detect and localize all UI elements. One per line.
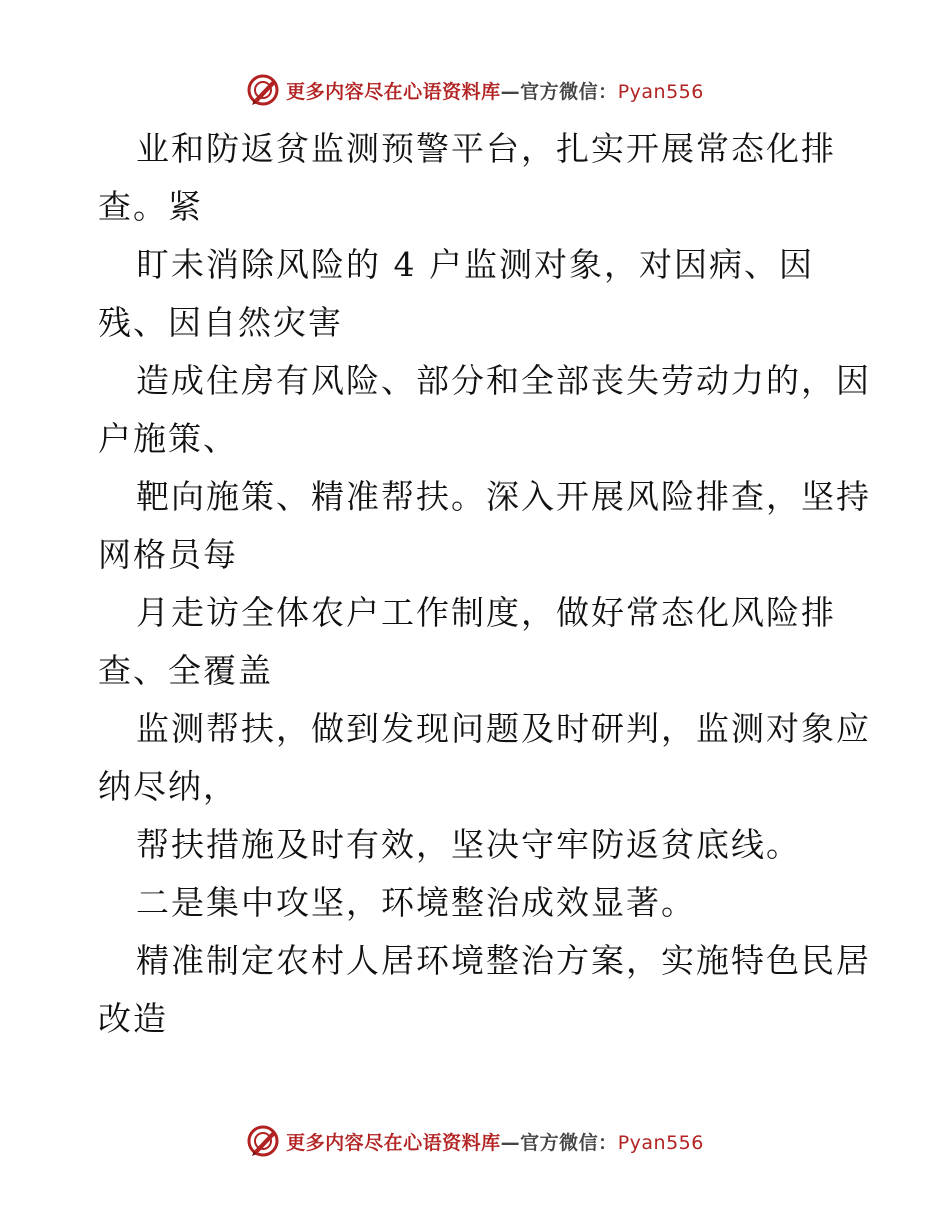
text-line: 改造 bbox=[98, 999, 168, 1038]
text-line: 纳尽纳， bbox=[98, 767, 238, 806]
watermark-wechat-id: Pyan556 bbox=[617, 1131, 704, 1154]
watermark-brand: 更多内容尽在心语资料库 bbox=[286, 1131, 501, 1154]
text-line: 二是集中攻坚，环境整治成效显著。 bbox=[136, 883, 696, 922]
watermark-wechat-label: —官方微信： bbox=[500, 80, 618, 103]
text-line: 帮扶措施及时有效，坚决守牢防返贫底线。 bbox=[136, 825, 801, 864]
text-line: 造成住房有风险、部分和全部丧失劳动力的，因 bbox=[136, 361, 871, 400]
text-line: 残、因自然灾害 bbox=[98, 303, 343, 342]
pen-logo-icon bbox=[246, 73, 280, 107]
text-line: 查、全覆盖 bbox=[98, 651, 273, 690]
footer-watermark bbox=[0, 1121, 950, 1161]
watermark-wechat-label: —官方微信： bbox=[500, 1131, 618, 1154]
text-line: 月走访全体农户工作制度，做好常态化风险排 bbox=[136, 593, 836, 632]
header-watermark bbox=[0, 70, 950, 110]
text-line: 业和防返贫监测预警平台，扎实开展常态化排 bbox=[136, 129, 836, 168]
watermark-wechat-id: Pyan556 bbox=[617, 80, 704, 103]
text-line: 网格员每 bbox=[98, 535, 238, 574]
text-line: 监测帮扶，做到发现问题及时研判，监测对象应 bbox=[136, 709, 871, 748]
watermark-brand: 更多内容尽在心语资料库 bbox=[286, 80, 501, 103]
text-line: 盯未消除风险的 4 户监测对象，对因病、因 bbox=[136, 245, 814, 284]
text-line: 靶向施策、精准帮扶。深入开展风险排查，坚持 bbox=[136, 477, 871, 516]
pen-logo-icon bbox=[246, 1124, 280, 1158]
text-line: 户施策、 bbox=[98, 419, 238, 458]
text-line: 精准制定农村人居环境整治方案，实施特色民居 bbox=[136, 941, 871, 980]
document-body bbox=[98, 120, 871, 1048]
text-line: 查。紧 bbox=[98, 187, 203, 226]
